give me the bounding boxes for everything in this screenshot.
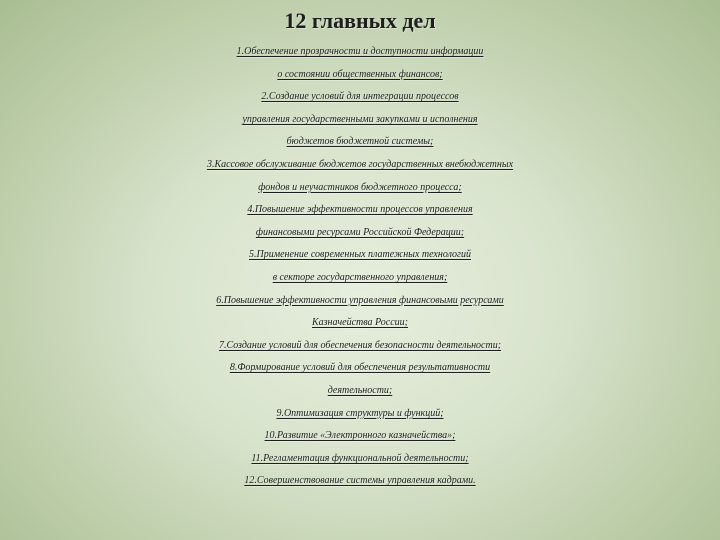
list-line: о состоянии общественных финансов; — [277, 68, 443, 80]
list-line: 2.Создание условий для интеграции процессов — [261, 91, 459, 103]
slide-title: 12 главных дел — [284, 8, 436, 33]
list-line: 9.Оптимизация структуры и функций; — [276, 407, 444, 419]
list-line: 12.Совершенствование системы управления кадрами. — [244, 475, 476, 487]
list-line: 3.Кассовое обслуживание бюджетов государственных внебюджетных — [206, 158, 514, 170]
list-line: 8.Формирование условий для обеспечения результативности — [229, 362, 491, 374]
list-line: 10.Развитие «Электронного казначейства»; — [264, 430, 456, 442]
list-line: финансовыми ресурсами Российской Федерации; — [255, 226, 465, 238]
list-line: 5.Применение современных платежных технологий — [249, 249, 471, 261]
list-line: фондов и неучастников бюджетного процесса; — [258, 181, 462, 193]
list-line: 6.Повышение эффективности управления финансовыми ресурсами — [216, 294, 504, 306]
list-line: 1.Обеспечение прозрачности и доступности информации — [236, 46, 484, 57]
list-line: 7.Создание условий для обеспечения безопасности деятельности; — [218, 339, 502, 351]
list-line: деятельности; — [327, 384, 393, 396]
tasks-list — [0, 41, 720, 493]
list-line: 11.Регламентация функциональной деятельности; — [251, 452, 469, 464]
list-line: бюджетов бюджетной системы; — [286, 136, 434, 148]
list-line: Казначейства России; — [312, 317, 408, 329]
list-line: 4.Повышение эффективности процессов управления — [247, 204, 473, 216]
list-line: управления государственными закупками и исполнения — [242, 113, 478, 125]
list-line: в секторе государственного управления; — [272, 271, 448, 283]
